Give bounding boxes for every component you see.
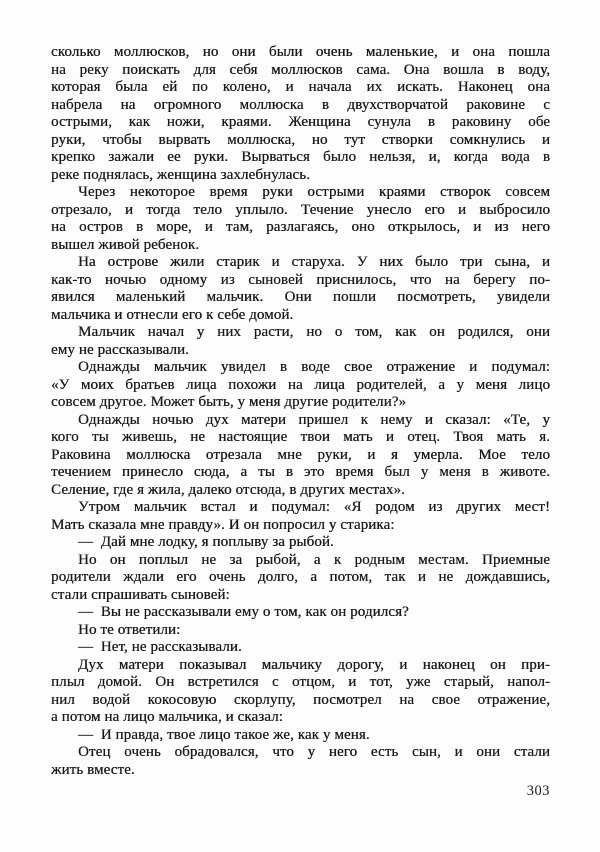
- text-block: [51, 44, 550, 779]
- text-line: Мать сказала мне правду». И он попросил у старика:: [51, 516, 395, 533]
- text-line: острыми, как ножи, краями. Женщина сунула в раковину обе: [51, 114, 550, 130]
- text-line: на остров в море, и там, разлагаясь, оно открылось, и из него: [51, 219, 550, 235]
- text-line: течением принесло сюда, а ты в это время был у меня в животе.: [51, 464, 550, 480]
- text-line: Однажды мальчик увидел в воде свое отражение и подумал:: [78, 359, 550, 375]
- text-line: как-то ночью одному из сыновей приснилось, что на берегу по-: [51, 271, 550, 288]
- text-line: жить вместе.: [51, 761, 135, 778]
- text-line: Но те ответили:: [78, 621, 181, 638]
- paragraph: [51, 622, 550, 640]
- text-line: совсем другое. Может быть, у меня другие родители?»: [51, 394, 407, 410]
- text-line: вышел живой ребенок.: [51, 236, 200, 253]
- text-line: — Нет, не рассказывали.: [78, 639, 242, 655]
- text-line: а потом на лицо мальчика, и сказал:: [51, 709, 283, 725]
- text-line: — И правда, твое лицо такое же, как у меня.: [78, 726, 370, 743]
- text-line: На острове жили старик и старуха. У них было три сына, и: [78, 254, 550, 270]
- paragraph: [51, 44, 550, 184]
- text-line: кого ты живешь, не настоящие твои мать и отец. Твоя мать я.: [51, 429, 550, 445]
- text-line: явился маленький мальчик. Они пошли посмотреть, увидели: [51, 289, 550, 305]
- text-line: Отец очень обрадовался, что у него есть сын, и они стали: [78, 744, 550, 760]
- text-line: сколько моллюсков, но они были очень маленькие, и она пошла: [51, 44, 550, 60]
- text-line: отрезало, и тогда тело уплыло. Течение унесло его и выбросило: [51, 201, 550, 218]
- text-line: Однажды ночью дух матери пришел к нему и сказал: «Те, у: [78, 411, 550, 428]
- page-number: 303: [526, 783, 550, 799]
- text-line: нил водой кокосовую скорлупу, посмотрел на свое отражение,: [51, 691, 550, 708]
- paragraph: [51, 657, 550, 727]
- text-line: — Дай мне лодку, я поплыву за рыбой.: [78, 534, 334, 550]
- paragraph: [51, 499, 550, 534]
- text-line: Мальчик начал у них расти, но о том, как он родился, они: [78, 324, 550, 340]
- text-line: — Вы не рассказывали ему о том, как он родился?: [78, 604, 409, 620]
- text-line: стали спрашивать сыновей:: [51, 586, 230, 603]
- text-line: родители ждали его очень долго, а потом, так и не дождавшись,: [51, 569, 550, 585]
- text-line: Утром мальчик встал и подумал: «Я родом из других мест!: [78, 499, 550, 515]
- text-line: плыл домой. Он встретился с отцом, и тот, уже старый, напол-: [51, 674, 550, 690]
- text-line: мальчика и отнесли его к себе домой.: [51, 306, 294, 323]
- paragraph: [51, 744, 550, 779]
- text-line: крепко зажали ее руки. Вырваться было нельзя, и, когда вода в: [51, 149, 550, 165]
- text-line: на реку поискать для себя моллюсков сама. Она вошла в воду,: [51, 61, 550, 78]
- text-line: Через некоторое время руки острыми краями створок совсем: [78, 184, 550, 200]
- text-line: «У моих братьев лица похожи на лица родителей, а у меня лицо: [51, 376, 550, 393]
- text-line: руки, чтобы вырвать моллюска, но тут створки сомкнулись и: [51, 131, 550, 148]
- text-line: которая была ей по колено, и начала их искать. Наконец она: [51, 79, 550, 95]
- text-line: Но он поплыл не за рыбой, а к родным местам. Приемные: [78, 551, 550, 568]
- text-line: набрела на огромного моллюска в двухстворчатой раковине с: [51, 96, 550, 113]
- text-line: Раковина моллюска отрезала мне руки, и я умерла. Мое тело: [51, 446, 550, 463]
- text-line: Селение, где я жила, далеко отсюда, в других местах».: [51, 481, 405, 498]
- paragraph: [51, 324, 550, 359]
- text-line: Дух матери показывал мальчику дорогу, и наконец он при-: [78, 656, 550, 673]
- paragraph: [51, 359, 550, 412]
- paragraph: [51, 412, 550, 500]
- text-line: реке поднялась, женщина захлебнулась.: [51, 166, 310, 183]
- text-line: ему не рассказывали.: [51, 341, 189, 358]
- paragraph: [51, 254, 550, 324]
- dialogue-paragraph: [51, 727, 550, 745]
- dialogue-paragraph: [51, 604, 550, 622]
- dialogue-paragraph: [51, 639, 550, 657]
- paragraph: [51, 552, 550, 605]
- paragraph: [51, 184, 550, 254]
- dialogue-paragraph: [51, 534, 550, 552]
